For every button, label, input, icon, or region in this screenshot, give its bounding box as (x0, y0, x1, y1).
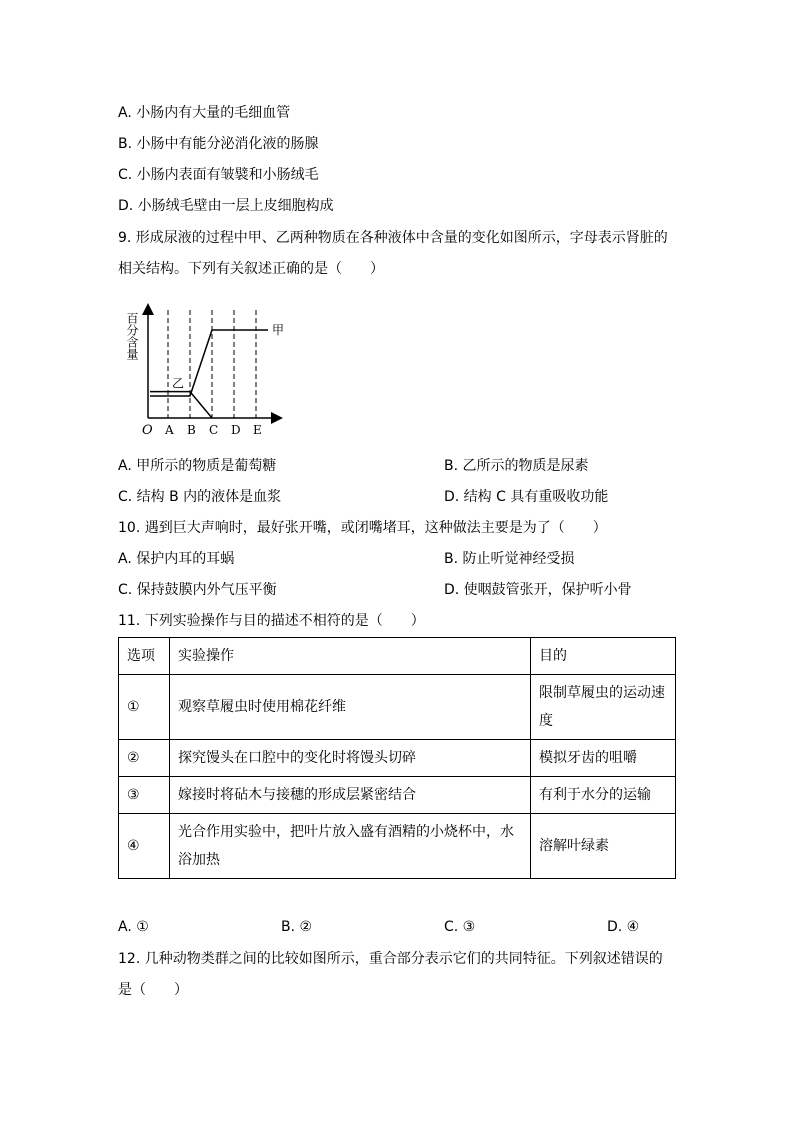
q10-option-a: A. 保护内耳的耳蜗 (118, 551, 235, 567)
q10-stem: 10. 遇到巨大声响时，最好张开嘴，或闭嘴堵耳，这种做法主要是为了（ ） (118, 520, 607, 536)
row-option: ③ (119, 777, 170, 814)
q12-stem-line2: 是（ ） (118, 982, 188, 998)
row-operation: 光合作用实验中，把叶片放入盛有酒精的小烧杯中，水浴加热 (170, 814, 531, 879)
table-header-row (119, 638, 676, 675)
q11-option-d: D. ④ (607, 919, 640, 935)
row-operation: 观察草履虫时使用棉花纤维 (170, 675, 531, 740)
x-tick-label: E (253, 423, 262, 437)
series-label-0: 甲 (272, 323, 285, 337)
row-option: ① (119, 675, 170, 740)
origin-label: O (142, 423, 153, 438)
q9-option-a: A. 甲所示的物质是葡萄糖 (118, 458, 277, 474)
row-purpose: 有利于水分的运输 (531, 777, 676, 814)
row-option: ② (119, 740, 170, 777)
q8-option-b: B. 小肠中有能分泌消化液的肠腺 (118, 136, 319, 152)
y-axis-label: 百分含量 (125, 312, 139, 360)
q8-option-c: C. 小肠内表面有皱襞和小肠绒毛 (118, 167, 319, 183)
header-option: 选项 (119, 638, 170, 675)
row-operation: 嫁接时将砧木与接穗的形成层紧密结合 (170, 777, 531, 814)
q10-option-d: D. 使咽鼓管张开，保护听小骨 (444, 582, 632, 598)
q8-option-d: D. 小肠绒毛壁由一层上皮细胞构成 (118, 198, 334, 214)
q12-stem-line1: 12. 几种动物类群之间的比较如图所示，重合部分表示它们的共同特征。下列叙述错误的 (118, 951, 663, 967)
row-purpose: 限制草履虫的运动速度 (531, 675, 676, 740)
row-purpose: 溶解叶绿素 (531, 814, 676, 879)
q9-stem-line1: 9. 形成尿液的过程中甲、乙两种物质在各种液体中含量的变化如图所示，字母表示肾脏的 (118, 230, 668, 246)
q10-option-b: B. 防止听觉神经受损 (444, 551, 575, 567)
series-label-1: 乙 (172, 376, 185, 391)
table-row (119, 814, 676, 879)
row-option: ④ (119, 814, 170, 879)
q11-option-a: A. ① (118, 919, 149, 935)
q8-option-a: A. 小肠内有大量的毛细血管 (118, 105, 291, 121)
q10-option-c: C. 保持鼓膜内外气压平衡 (118, 582, 277, 598)
x-tick-label: B (187, 423, 196, 437)
x-tick-label: A (165, 423, 174, 437)
q9-option-b: B. 乙所示的物质是尿素 (444, 458, 589, 474)
q11-table (118, 637, 676, 879)
q11-stem: 11. 下列实验操作与目的描述不相符的是（ ） (118, 613, 425, 629)
row-operation: 探究馒头在口腔中的变化时将馒头切碎 (170, 740, 531, 777)
q9-option-d: D. 结构 C 具有重吸收功能 (444, 489, 609, 505)
q11-option-c: C. ③ (444, 919, 476, 935)
q9-chart (124, 300, 294, 440)
q9-option-c: C. 结构 B 内的液体是血浆 (118, 489, 282, 505)
table-row (119, 675, 676, 740)
header-operation: 实验操作 (170, 638, 531, 675)
x-tick-label: C (209, 423, 219, 437)
q9-stem-line2: 相关结构。下列有关叙述正确的是（ ） (118, 261, 384, 277)
series-line-0 (150, 330, 256, 396)
q11-option-b: B. ② (281, 919, 313, 935)
table-row (119, 777, 676, 814)
header-purpose: 目的 (531, 638, 676, 675)
x-tick-label: D (231, 423, 241, 437)
table-row (119, 740, 676, 777)
row-purpose: 模拟牙齿的咀嚼 (531, 740, 676, 777)
